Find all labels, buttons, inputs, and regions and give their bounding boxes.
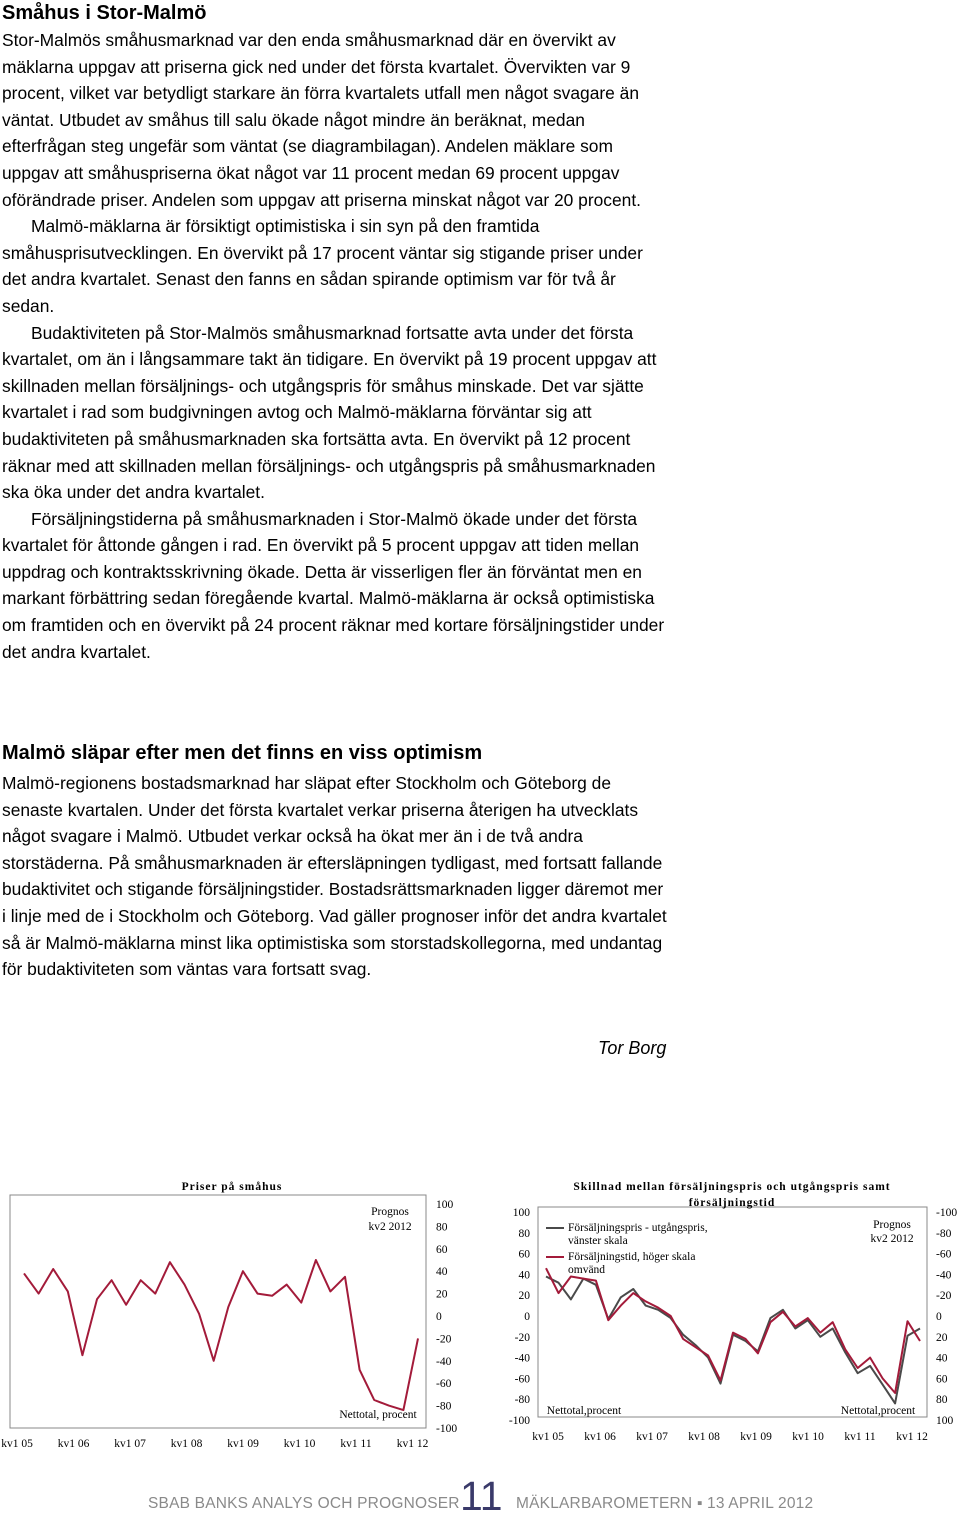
y-right-tick-label: -20: [936, 1290, 952, 1303]
x-tick-label: kv1 08: [170, 1438, 203, 1450]
y-tick-label: 0: [436, 1311, 442, 1323]
x-tick-label: kv1 05: [532, 1431, 564, 1443]
page-number: 11: [460, 1473, 503, 1519]
series-line: [24, 1260, 418, 1410]
annotation-prognos-date: kv2 2012: [870, 1233, 914, 1245]
y-right-tick-label: -40: [936, 1269, 952, 1282]
paragraph: Budaktiviteten på Stor-Malmös småhusmarknad fortsatte avta under det första kvartalet, om än i långsammare takt än tidigare. En övervikt på 19 procent uppgav att skillnaden mellan försäljnings- och utgångspris för småhus minskade. Det var sjätte kvartalet i rad som budgivningen avtog och Malmö-mäklarna förväntar sig att budaktiviteten på småhusmarknaden ska fortsätta avta. En övervikt på 12 procent räknar med att skillnaden mellan försäljnings- och utgångspris på småhusmarknaden ska öka under det andra kvartalet.: [2, 322, 657, 503]
y-right-tick-label: 0: [936, 1311, 942, 1323]
x-tick-label: kv1 11: [844, 1431, 876, 1443]
y-right-tick-label: -60: [936, 1248, 952, 1261]
y-left-tick-label: -100: [508, 1415, 530, 1427]
x-tick-label: kv1 10: [283, 1438, 316, 1450]
legend-label-series-2a: Försäljningstid, höger skala: [568, 1251, 696, 1263]
y-right-tick-label: 100: [936, 1415, 954, 1427]
section-body-malmo: [2, 770, 670, 983]
chart-title-line2: försäljningstid: [688, 1197, 776, 1209]
y-left-tick-label: 80: [518, 1227, 530, 1240]
paragraph: Stor-Malmös småhusmarknad var den enda småhusmarknad där en övervikt av mäklarna uppgav att priserna gick ned under det första kvartalet. Övervikten var 9 procent, vilket var betydligt starkare än förra kvartalets utfall men något svagare än väntat. Utbudet av småhus till salu ökade något mindre än beräknat, medan efterfrågan steg ungefär som väntat (se diagrambilagan). Andelen mäklare som uppgav att småhuspriserna ökat något var 11 procent medan 69 procent uppgav oförändrade priser. Andelen som uppgav att priserna minskat något var 20 procent.: [2, 30, 642, 210]
annotation-nettotal: Nettotal, procent: [339, 1409, 417, 1421]
x-tick-label: kv1 06: [584, 1431, 616, 1443]
annotation-prognos-date: kv2 2012: [368, 1221, 412, 1233]
y-left-tick-label: 100: [512, 1207, 530, 1219]
legend-label-series-2b: omvänd: [568, 1264, 606, 1276]
series-line-1: [546, 1277, 920, 1404]
chart-title: Skillnad mellan försäljningspris och utgångspris samt: [573, 1181, 891, 1193]
paragraph: Försäljningstiderna på småhusmarknaden i Stor-Malmö ökade under det första kvartalet för åttonde gången i rad. En övervikt på 5 procent uppgav att tiden mellan uppdrag och kontraktsskrivning ökade. Detta är visserligen fler än förväntat men en markant förbättring sedan föregående kvartal. Malmö-mäklarna är också optimistiska om framtiden och en övervikt på 24 procent räknar med kortare försäljningstider under det andra kvartalet.: [2, 508, 665, 662]
series-line-2: [546, 1268, 920, 1393]
section-heading-malmo: Malmö släpar efter men det finns en viss optimism: [2, 742, 483, 764]
y-left-tick-label: 20: [518, 1290, 530, 1303]
y-tick-label: 80: [436, 1221, 448, 1234]
chart-priser-svg: [0, 1160, 470, 1460]
section-heading-smahus: Småhus i Stor-Malmö: [2, 2, 207, 24]
y-tick-label: 20: [436, 1288, 448, 1301]
x-tick-label: kv1 10: [792, 1431, 824, 1443]
y-tick-label: 60: [436, 1243, 448, 1256]
y-right-tick-label: 40: [936, 1352, 948, 1365]
y-tick-label: -80: [436, 1400, 452, 1413]
page-footer: [0, 1473, 960, 1519]
x-tick-label: kv1 07: [636, 1431, 668, 1443]
y-left-tick-label: -40: [514, 1352, 530, 1365]
x-tick-label: kv1 12: [396, 1438, 429, 1450]
x-tick-label: kv1 07: [114, 1438, 146, 1450]
footer-left: SBAB BANKS ANALYS OCH PROGNOSER: [148, 1495, 460, 1512]
y-tick-label: -20: [436, 1333, 452, 1346]
y-left-tick-label: 60: [518, 1248, 530, 1261]
y-right-tick-label: 80: [936, 1394, 948, 1407]
x-tick-label: kv1 12: [896, 1431, 928, 1443]
x-tick-label: kv1 09: [227, 1438, 259, 1450]
y-left-tick-label: 40: [518, 1269, 530, 1282]
y-right-tick-label: -80: [936, 1227, 952, 1240]
chart-skillnad: [496, 1160, 960, 1460]
paragraph: Malmö-mäklarna är försiktigt optimistiska i sin syn på den framtida småhusprisutvecklingen. En övervikt på 17 procent väntar sig stigande priser under det andra kvartalet. Senast den fanns en sådan spirande optimism var för två år sedan.: [2, 216, 643, 316]
y-tick-label: 40: [436, 1266, 448, 1279]
y-tick-label: -60: [436, 1378, 452, 1391]
x-tick-label: kv1 05: [1, 1438, 33, 1450]
y-tick-label: -100: [436, 1423, 458, 1435]
y-tick-label: -40: [436, 1355, 452, 1368]
y-right-tick-label: -100: [936, 1207, 958, 1219]
x-tick-label: kv1 09: [740, 1431, 772, 1443]
x-tick-label: kv1 06: [57, 1438, 90, 1450]
legend-label-series-1b: vänster skala: [568, 1235, 628, 1247]
y-left-tick-label: 0: [524, 1311, 530, 1323]
chart-skillnad-svg: [496, 1160, 960, 1460]
chart-title: Priser på småhus: [181, 1181, 283, 1193]
y-left-tick-label: -20: [514, 1331, 530, 1344]
y-left-tick-label: -80: [514, 1394, 530, 1407]
annotation-nettotal-right: Nettotal,procent: [840, 1405, 916, 1417]
footer-right: MÄKLARBAROMETERN ▪ 13 APRIL 2012: [516, 1495, 814, 1512]
y-tick-label: 100: [436, 1199, 454, 1211]
y-left-tick-label: -60: [514, 1373, 530, 1386]
x-tick-label: kv1 08: [688, 1431, 720, 1443]
author-signature: Tor Borg: [598, 1038, 667, 1058]
legend-label-series-1a: Försäljningspris - utgångspris,: [568, 1222, 708, 1234]
section-body-smahus: [2, 27, 670, 665]
chart-priser-smahus: [0, 1160, 470, 1460]
annotation-prognos: Prognos: [873, 1219, 911, 1231]
y-right-tick-label: 20: [936, 1331, 948, 1344]
x-tick-label: kv1 11: [340, 1438, 372, 1450]
annotation-nettotal-left: Nettotal,procent: [546, 1405, 622, 1417]
paragraph: Malmö-regionens bostadsmarknad har släpat efter Stockholm och Göteborg de senaste kvartalen. Under det första kvartalet verkar priserna återigen ha utvecklats något svagare i Malmö. Utbudet verkar också ha ökat mer än i de två andra storstäderna. På småhusmarknaden är eftersläpningen tydligast, med fortsatt fallande budaktivitet och stigande försäljningstider. Bostadsrättsmarknaden ligger däremot mer i linje med de i Stockholm och Göteborg. Vad gäller prognoser inför det andra kvartalet så är Malmö-mäklarna minst lika optimistiska som storstadskollegorna, med undantag för budaktiviteten som väntas vara fortsatt svag.: [2, 773, 667, 980]
annotation-prognos: Prognos: [371, 1206, 409, 1218]
y-right-tick-label: 60: [936, 1373, 948, 1386]
